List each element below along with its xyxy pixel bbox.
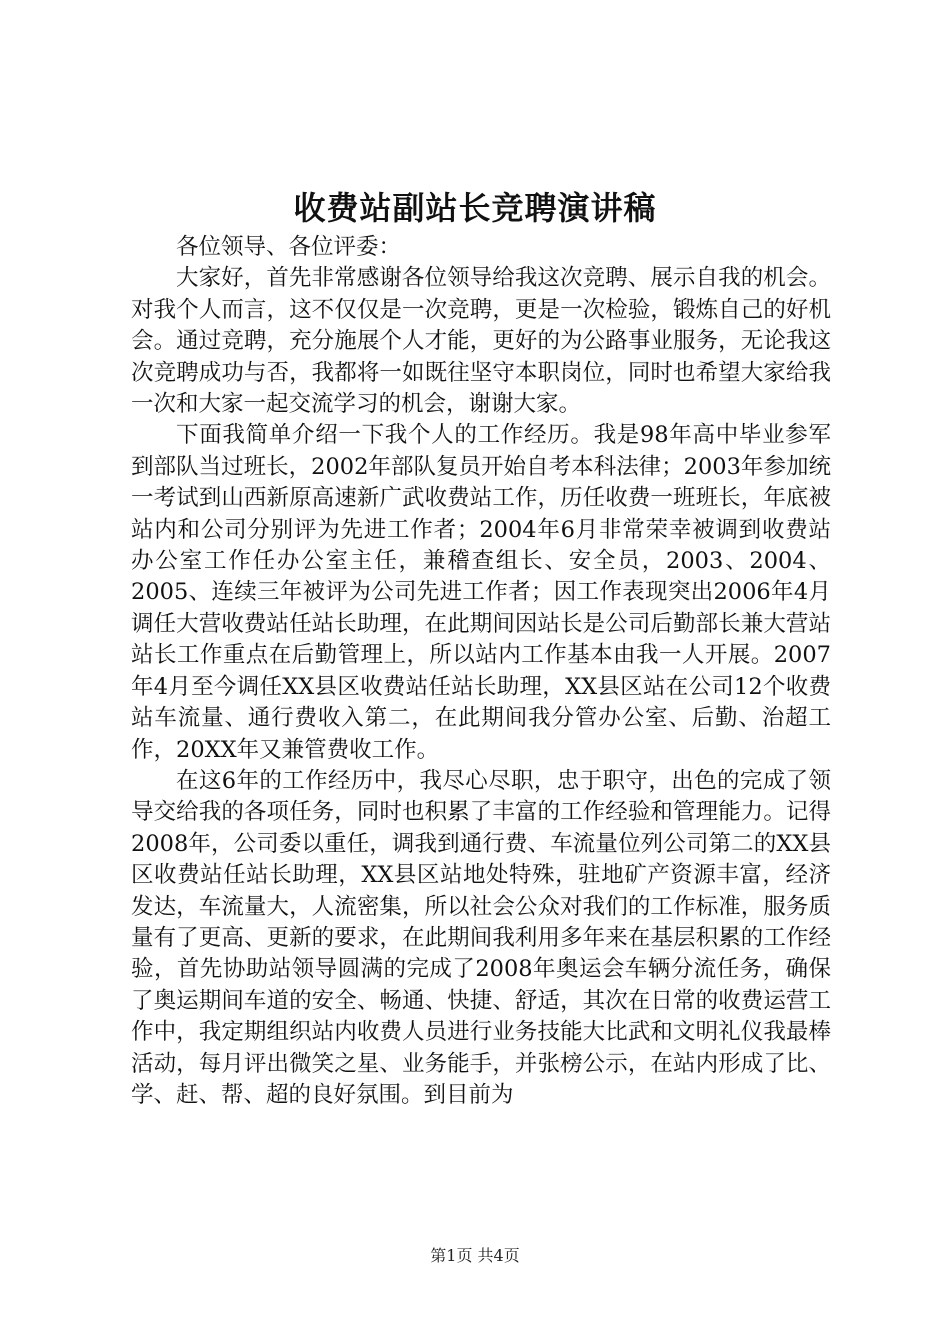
paragraph-3: 在这6年的工作经历中，我尽心尽职，忠于职守，出色的完成了领导交给我的各项任务，同时也积累了丰富的工作经验和管理能力。记得2008年，公司委以重任，调我到通行费、车流量位列公司第二的XX县区收费站任站长助理，XX县区站地处特殊，驻地矿产资源丰富，经济发达，车流量大，人流密集，所以社会公众对我们的工作标准，服务质量有了更高、更新的要求，在此期间我利用多年来在基层积累的工作经验，首先协助站领导圆满的完成了2008年奥运会车辆分流任务，确保了奥运期间车道的安全、畅通、快捷、舒适，其次在日常的收费运营工作中，我定期组织站内收费人员进行业务技能大比武和文明礼仪我最棒活动，每月评出微笑之星、业务能手，并张榜公示，在站内形成了比、学、赶、帮、超的良好氛围。到目前为 xyxy=(131,767,831,1108)
paragraph-1: 大家好，首先非常感谢各位领导给我这次竞聘、展示自我的机会。对我个人而言，这不仅仅是一次竞聘，更是一次检验，锻炼自己的好机会。通过竞聘，充分施展个人才能，更好的为公路事业服务，无论我这次竞聘成功与否，我都将一如既往坚守本职岗位，同时也希望大家给我一次和大家一起交流学习的机会，谢谢大家。 xyxy=(131,265,831,418)
page-number-footer: 第1页 共4页 xyxy=(430,1246,520,1265)
salutation: 各位领导、各位评委： xyxy=(176,234,402,260)
document-title: 收费站副站长竞聘演讲稿 xyxy=(293,189,657,227)
document-body xyxy=(131,232,831,1111)
paragraph-2: 下面我简单介绍一下我个人的工作经历。我是98年高中毕业参军到部队当过班长，2002年部队复员开始自考本科法律；2003年参加统一考试到山西新原高速新广武收费站工作，历任收费一班班长，年底被站内和公司分别评为先进工作者；2004年6月非常荣幸被调到收费站办公室工作任办公室主任，兼稽查组长、安全员，2003、2004、2005、连续三年被评为公司先进工作者；因工作表现突出2006年4月调任大营收费站任站长助理，在此期间因站长是公司后勤部长兼大营站站长工作重点在后勤管理上，所以站内工作基本由我一人开展。2007年4月至今调任XX县区收费站任站长助理，XX县区站在公司12个收费站车流量、通行费收入第二，在此期间我分管办公室、后勤、治超工作，20XX年又兼管费收工作。 xyxy=(131,422,831,763)
